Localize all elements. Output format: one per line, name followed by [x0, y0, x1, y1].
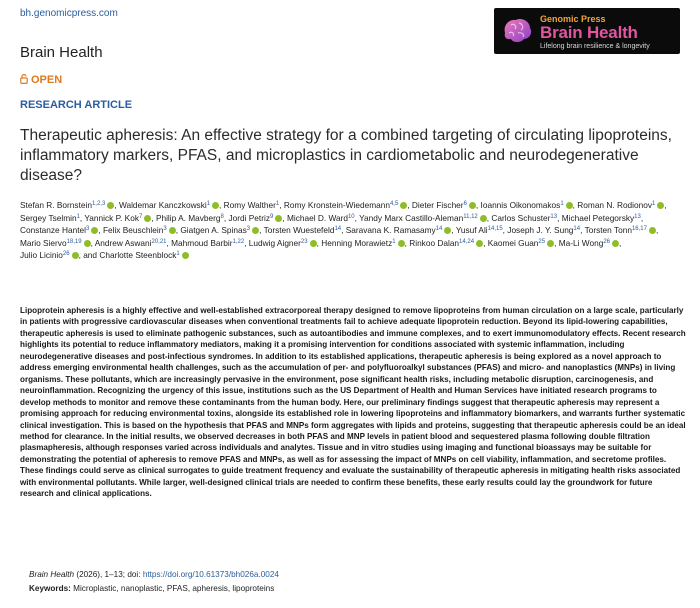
author-affiliation[interactable]: 23 [300, 238, 308, 245]
orcid-icon[interactable] [566, 202, 573, 209]
author-separator: , [151, 212, 154, 223]
journal-logo [494, 8, 680, 54]
author-affiliation[interactable]: 13 [634, 213, 641, 220]
citation-journal: Brain Health [29, 570, 75, 579]
author[interactable] [249, 238, 319, 248]
author-separator: , [316, 237, 319, 248]
author-name[interactable]: Rinkoo Dalan [409, 237, 460, 248]
author[interactable] [507, 225, 582, 235]
author[interactable] [20, 250, 97, 260]
logo-name: Brain Health [540, 23, 638, 42]
author-name[interactable]: Ma-Li Wong [558, 237, 604, 248]
author-separator: , [114, 200, 117, 210]
logo-tagline: Lifelong brain resilience & longevity [540, 43, 650, 50]
author[interactable] [224, 200, 282, 210]
author-separator: , [354, 212, 357, 223]
author-separator: , [640, 212, 644, 223]
author-affiliation[interactable]: 1 [392, 238, 396, 245]
doi-link[interactable]: https://doi.org/10.61373/bh026a.0024 [142, 570, 279, 579]
author-separator: , [407, 200, 410, 210]
author-name[interactable]: Romy Kronstein-Wiedemann [283, 200, 390, 210]
orcid-icon[interactable] [469, 200, 479, 210]
author-separator: , [486, 212, 490, 223]
logo-publisher: Genomic Press [540, 14, 606, 24]
author-name[interactable]: Joseph J. Y. Sung [507, 225, 574, 236]
author-name[interactable]: Carlos Schuster [491, 212, 551, 223]
author-name[interactable]: Yusuf Ali [455, 225, 488, 236]
keywords [29, 584, 274, 593]
author[interactable] [585, 225, 659, 235]
author-separator: , [475, 200, 479, 210]
author-separator: , [451, 225, 454, 236]
author-separator: , [166, 237, 169, 248]
author[interactable] [287, 213, 357, 223]
author-separator: , [580, 225, 583, 236]
author-affiliation[interactable]: 16,17 [631, 226, 647, 233]
author[interactable] [20, 213, 82, 223]
author[interactable] [456, 225, 505, 235]
open-label: OPEN [31, 74, 63, 86]
author-name[interactable]: Ioannis Oikonomakos [480, 200, 561, 210]
author-affiliation[interactable]: 1 [275, 201, 280, 207]
citation-details: (2026), 1–13; doi: [76, 570, 141, 579]
author-affiliation[interactable]: 18,19 [66, 238, 82, 245]
author-name[interactable]: Sergey Tselmin [20, 212, 77, 223]
author-name[interactable]: Yandy Marx Castillo-Aleman [359, 212, 464, 223]
author[interactable] [84, 213, 153, 223]
author-affiliation[interactable]: 1 [560, 201, 564, 207]
author[interactable] [488, 238, 557, 248]
orcid-icon[interactable] [310, 237, 319, 248]
author-separator: , [175, 225, 179, 236]
author-affiliation[interactable]: 4,5 [389, 201, 399, 207]
author-name[interactable]: Constanze Hantel [20, 225, 86, 236]
author-separator: , [404, 237, 407, 248]
brain-logo-icon [499, 13, 535, 49]
author-name[interactable]: Romy Walther [223, 200, 276, 210]
orcid-icon[interactable] [649, 225, 659, 236]
author[interactable] [577, 200, 666, 210]
orcid-icon[interactable] [212, 200, 222, 210]
author-affiliation[interactable]: 14,24 [459, 238, 475, 245]
author[interactable] [20, 200, 117, 210]
author-name[interactable]: Mario Siervo [20, 237, 67, 248]
author-name[interactable]: Saravana K. Ramasamy [345, 225, 436, 236]
author-name[interactable]: Charlotte Steenblock [99, 250, 177, 261]
article-title: Therapeutic apheresis: An effective strategy for a combined targeting of circulating lipoproteins, inflammatory markers, PFAS, and microplastics in cardiometabolic and neurodegenerative disease? [20, 127, 672, 184]
orcid-icon[interactable] [72, 252, 79, 259]
orcid-icon[interactable] [84, 237, 93, 248]
author[interactable] [346, 225, 454, 235]
author[interactable] [119, 200, 221, 210]
author-affiliation[interactable]: 1 [176, 251, 180, 258]
author[interactable] [156, 213, 226, 223]
author-affiliation[interactable]: 11,12 [463, 213, 478, 220]
author-separator: , [279, 200, 282, 210]
abstract: Lipoprotein apheresis is a highly effective and well-established extracorporeal therapy designed to remove lipoproteins from human circulation on a large scale, particularly in patients with progressive cardiovascular diseases when conventional treatments fail to achieve adequate lipoprotein reduction. Beyond its lipid-lowering capabilities, therapeutic apheresis is used to eliminate pathogenic substances, such as autoantibodies and immune complexes, and to exert immunomodulatory effects. Recent research highlights its potential to reduce inflammatory mediators, making it a promising intervention for conditions associated with systemic inflammation, including neurodegenerative diseases and post-infectious syndromes. In addition to its established applications, therapeutic apheresis is being explored as a novel approach to address emerging environmental health challenges, such as the accumulation of per- and polyfluoroalkyl substances (PFAS) and micro- and nanoplastics (MNPs) in living organisms. These pollutants, which are increasingly pervasive in the environment, pose significant health risks, including metabolic disruption, carcinogenesis, and neuroinflammation. Recognizing the urgency of this issue, institutions such as the US Department of Health and Human Services have initiated research programs to develop methods to monitor and remove these contaminants from the human body. Here, our preliminary findings suggest that therapeutic apheresis may represent a promising approach for reducing environmental toxins, alongside its established role in lowering lipoproteins and inflammatory biomarkers, and warrants further systematic clinical investigation. This is based on the hypothesis that PFAS and MNPs form aggregates with lipids and proteins, suggesting that therapeutic apheresis could be an ideal method for clearance. In the initial results, we observed decreases in both PFAS and MNP levels in patient blood and sequestered plasma following double filtration plasmapheresis, although responses varied across individuals and analytes. Tissue and in vitro studies using imaging and functional bioassays may be suitable for demonstrating the potential of apheresis to remove PFAS and MNPs, as well as for assessing the impact of MNPs on cell viability, inflammation, and secretome profiles. These findings could serve as clinical surrogates to guide treatment frequency and evaluate the sustainability of therapeutic apheresis in mitigating health risks associated with environmental pollutants. While larger, well-designed clinical trials are needed to confirm these benefits, these early results could lay the groundwork for future research and clinical applications. [20, 306, 686, 499]
author-name[interactable]: Roman N. Rodionov [577, 200, 653, 210]
keywords-text: Microplastic, nanoplastic, PFAS, apheresis, lipoproteins [73, 584, 275, 593]
orcid-icon[interactable] [182, 252, 189, 259]
author-name[interactable]: Henning Morawietz [321, 237, 393, 248]
author-affiliation[interactable]: 9 [269, 213, 274, 220]
open-lock-icon [20, 74, 28, 86]
author-name[interactable]: Torsten Tonn [584, 225, 632, 236]
author-affiliation[interactable]: 1 [206, 201, 211, 207]
author-name[interactable]: Torsten Wuestefeld [263, 225, 335, 236]
author-affiliation[interactable]: 26 [62, 251, 70, 258]
author-separator: , [79, 212, 83, 223]
author-affiliation[interactable]: 7 [138, 213, 143, 220]
author[interactable] [559, 238, 622, 248]
author[interactable] [20, 238, 93, 248]
author-affiliation[interactable]: 14,15 [487, 226, 503, 233]
author-affiliation[interactable]: 14 [435, 226, 443, 233]
author[interactable] [321, 238, 407, 248]
author-separator: , [219, 200, 222, 210]
author-name[interactable]: Julio Licinio [20, 250, 63, 261]
author-affiliation[interactable]: 14 [573, 226, 581, 233]
author-name[interactable]: Ludwig Aigner [248, 237, 301, 248]
author[interactable] [562, 213, 643, 223]
orcid-icon[interactable] [480, 212, 490, 223]
author-affiliation[interactable]: 1,2,3 [91, 201, 106, 207]
author[interactable] [180, 225, 261, 235]
author-name[interactable]: Dieter Fischer [411, 200, 464, 210]
author-name[interactable]: Jordi Petriz [228, 212, 270, 223]
author[interactable] [228, 213, 284, 223]
journal-name: Brain Health [20, 44, 103, 61]
author[interactable] [20, 225, 101, 235]
author-affiliation[interactable]: 1,22 [232, 238, 245, 245]
author-name[interactable]: Philip A. Mavberg [155, 212, 221, 223]
author-affiliation[interactable]: 26 [603, 238, 610, 245]
site-url[interactable]: bh.genomicpress.com [20, 8, 118, 19]
article-type: RESEARCH ARTICLE [20, 99, 133, 111]
author-separator: , [619, 237, 622, 248]
author[interactable] [481, 200, 575, 210]
keywords-label: Keywords: [29, 584, 71, 593]
author-name[interactable]: Kaomei Guan [487, 237, 539, 248]
author[interactable] [103, 225, 178, 235]
author-separator: , [502, 225, 505, 236]
author-affiliation[interactable]: 14 [334, 226, 342, 233]
author-affiliation[interactable]: 20,21 [151, 238, 167, 245]
author-name[interactable]: Felix Beuschlein [102, 225, 164, 236]
author-affiliation[interactable]: 6 [463, 201, 467, 207]
orcid-icon[interactable] [398, 237, 407, 248]
author-name[interactable]: Mahmoud Barbir [171, 237, 233, 248]
author[interactable] [284, 200, 410, 210]
orcid-icon[interactable] [612, 237, 622, 248]
author-name[interactable]: Michael D. Ward [286, 212, 348, 223]
author-list [20, 199, 688, 262]
author-affiliation[interactable]: 1 [652, 201, 656, 207]
author-separator: , [664, 200, 667, 210]
author-separator: , [655, 225, 659, 236]
author-affiliation[interactable]: 3 [246, 226, 251, 233]
author-name[interactable]: Michael Petegorsky [561, 212, 635, 223]
author-affiliation[interactable]: 25 [538, 238, 546, 245]
author-separator: , [483, 237, 486, 248]
author[interactable] [264, 225, 344, 235]
citation [29, 570, 279, 579]
author-name[interactable]: Yannick P. Kok [84, 212, 139, 223]
author-affiliation[interactable]: 3 [85, 226, 90, 233]
author-affiliation[interactable]: 8 [220, 213, 224, 220]
author-affiliation[interactable]: 10 [347, 213, 355, 220]
author-separator: , [98, 225, 101, 236]
author[interactable] [412, 200, 478, 210]
author-separator: , [223, 212, 227, 223]
author-affiliation[interactable]: 3 [163, 226, 167, 233]
author[interactable] [99, 250, 188, 260]
author-separator: , [557, 212, 560, 223]
open-access-badge [20, 74, 62, 86]
author-name[interactable]: Stefan R. Bornstein [20, 200, 92, 210]
author[interactable] [95, 238, 169, 248]
author-affiliation[interactable]: 1 [76, 213, 80, 220]
author-name[interactable]: Waldemar Kanczkowski [118, 200, 207, 210]
author-separator: , [341, 225, 344, 236]
orcid-icon[interactable] [476, 237, 486, 248]
author-separator: , [572, 200, 575, 210]
author[interactable] [171, 238, 246, 248]
author-separator: , [554, 237, 557, 248]
author-affiliation[interactable]: 13 [550, 213, 558, 220]
author[interactable] [491, 213, 559, 223]
author-separator: , [259, 225, 262, 236]
author-separator: , [244, 237, 247, 248]
author-separator: , [90, 237, 93, 248]
author-separator: , and [78, 250, 98, 261]
author-name[interactable]: Giatgen A. Spinas [180, 225, 247, 236]
author-name[interactable]: Andrew Aswani [94, 237, 152, 248]
author-separator: , [282, 212, 285, 223]
orcid-icon[interactable] [169, 225, 179, 236]
author[interactable] [359, 213, 489, 223]
author[interactable] [409, 238, 485, 248]
